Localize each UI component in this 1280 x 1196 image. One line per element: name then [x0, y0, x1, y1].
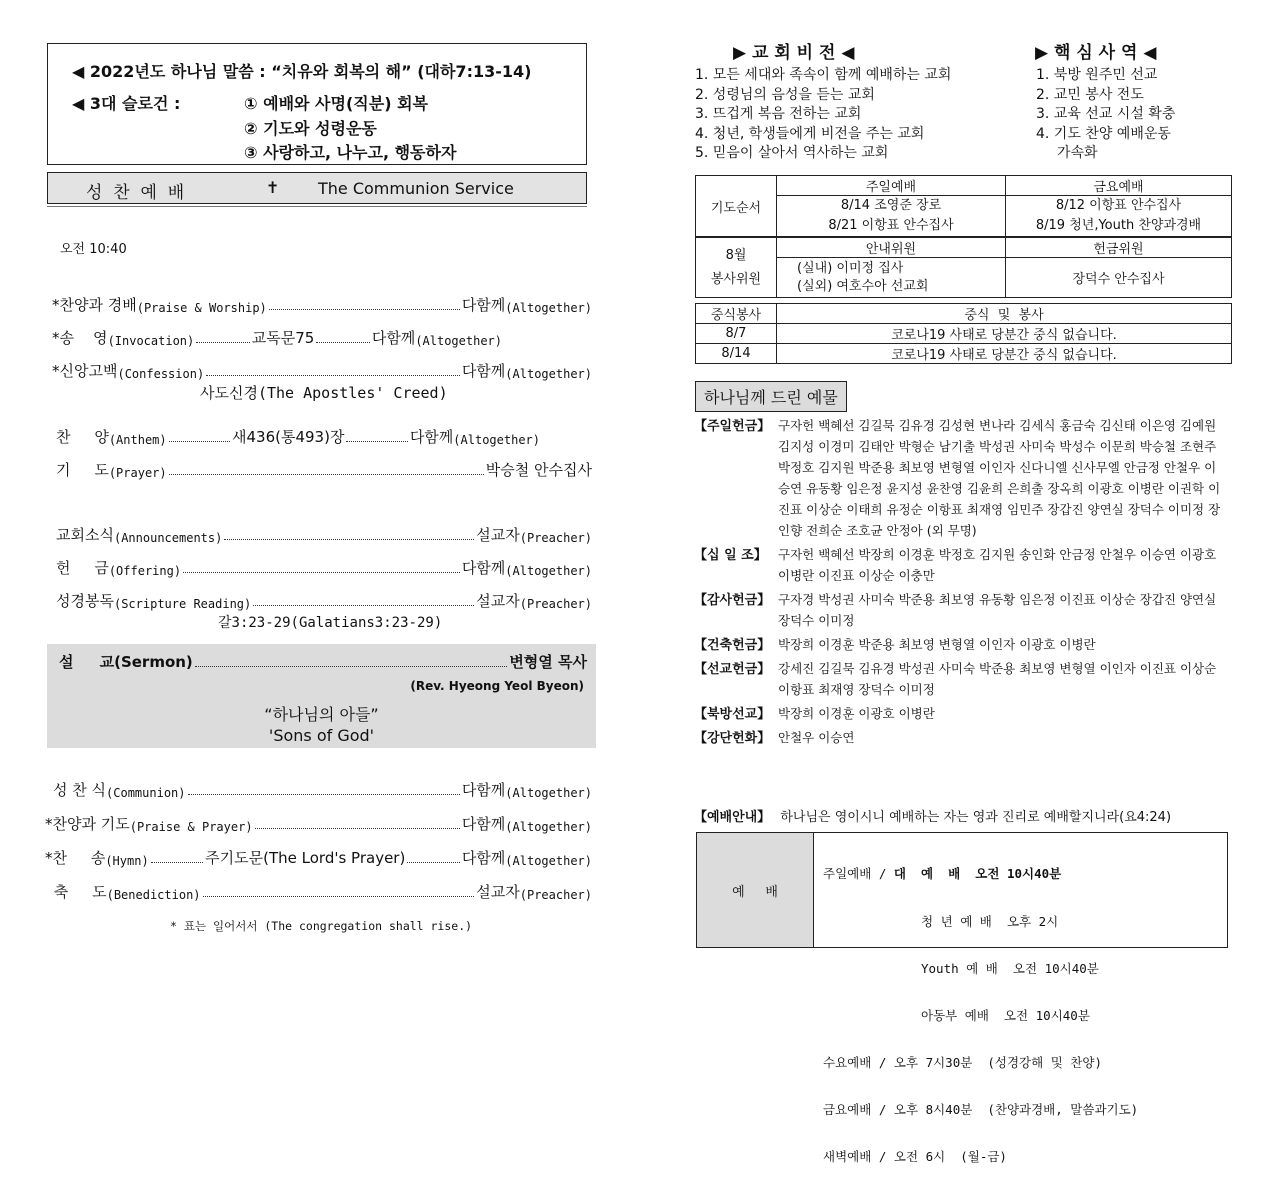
worship-line-pre: 주일예배 / — [823, 866, 894, 882]
offering-group — [694, 415, 1234, 541]
order-item — [56, 447, 592, 480]
order-item — [56, 512, 592, 545]
order-list-2 — [56, 414, 592, 480]
worship-line-name: Youth 예 배 — [921, 960, 998, 976]
order-right: 다함께 — [461, 815, 506, 833]
order-right-en: (Preacher) — [519, 597, 592, 611]
offering-names: 안철우 이승연 — [778, 730, 855, 745]
order-mid: 교독문75 — [251, 329, 315, 347]
prayer-friday-1: 8/12 이항표 안수집사 — [1055, 198, 1182, 213]
lunch-head-label: 중식봉사 — [696, 304, 777, 324]
core-item: 4. 기도 찬양 예배운동 — [1036, 125, 1171, 142]
offering-names: 박장희 이경훈 박준용 최보영 변형열 이인자 이광호 이병란 — [778, 637, 1096, 652]
worship-line-name: 아동부 예배 — [921, 1007, 989, 1023]
order-label: 성경봉독 — [56, 592, 114, 610]
order-right: 설교자 — [476, 526, 520, 544]
worship-line-time: 오후 2시 — [1006, 913, 1059, 929]
scripture: 갈3:23-29(Galatians3:23-29) — [218, 615, 443, 631]
order-right: 박승철 안수집사 — [485, 461, 592, 479]
sermon-title-en: 'Sons of God' — [268, 726, 375, 745]
order-label: *찬양과 경배 — [52, 296, 137, 314]
order-label-en: (Announcements) — [113, 531, 223, 545]
order-right: 설교자 — [476, 592, 520, 610]
order-item — [45, 868, 592, 902]
lunch-date: 8/14 — [696, 344, 777, 364]
order-list-1 — [52, 282, 592, 381]
order-right: 다함께 — [461, 362, 506, 380]
order-label: *찬양과 기도 — [45, 815, 130, 833]
core-item: 가속화 — [1057, 145, 1098, 161]
offering-label: 【선교헌금】 — [694, 662, 771, 677]
offering-names: 구자헌 백혜선 박장희 이경훈 박정호 김지원 송인화 안금정 안철우 이승연 이광호 이병란 이진표 이상순 이충만 — [778, 547, 1217, 583]
worship-guide-line — [694, 806, 1171, 825]
offering-names: 박장희 이경훈 이광호 이병란 — [778, 706, 935, 721]
worship-schedule-box — [696, 832, 1228, 1165]
order-right-en: (Altogether) — [415, 334, 503, 348]
offering-names: 강세진 김길묵 김유경 박성권 사미숙 박준용 최보영 변형열 이인자 이진표 이상순 이항표 최재영 장덕수 이미정 — [778, 661, 1217, 697]
slogan-2: ② 기도와 성령운동 — [244, 119, 377, 138]
worship-guide-verse: 하나님은 영이시니 예배하는 자는 영과 진리로 예배할지니라(요4:24) — [780, 810, 1172, 825]
vision-item: 4. 청년, 학생들에게 비전을 주는 교회 — [695, 125, 925, 142]
worship-line — [823, 1102, 1138, 1118]
worship-line-pre: 수요예배 / — [823, 1054, 894, 1070]
order-label-en: (Confession) — [117, 367, 205, 381]
worship-line — [823, 1055, 1138, 1071]
order-label-en: (Praise & Prayer) — [129, 820, 253, 834]
worship-line-time: (찬양과경배, 말씀과기도) — [987, 1101, 1139, 1117]
order-label-en: (Scripture Reading) — [113, 597, 252, 611]
order-label-en: (Prayer) — [108, 466, 167, 480]
order-label: 성 찬 식 — [53, 781, 107, 799]
lunch-head-text: 중식 및 봉사 — [777, 304, 1232, 324]
core-item: 2. 교민 봉사 전도 — [1036, 86, 1144, 103]
vision-title: ▶ 교 회 비 전 ◀ — [733, 43, 855, 63]
order-label-en: (Benediction) — [106, 888, 201, 902]
worship-line-name: 오전 6시 — [893, 1149, 946, 1165]
order-label: 교회소식 — [56, 526, 114, 544]
worship-line-time: 오전 10시40분 — [1012, 960, 1099, 976]
worship-side — [697, 833, 814, 947]
offerings-list — [694, 415, 1234, 751]
worship-line-name: 대 예 배 — [893, 866, 961, 882]
prayer-sunday-2: 8/21 이항표 안수집사 — [828, 218, 954, 233]
order-right-en: (Altogether) — [453, 433, 540, 447]
order-right: 다함께 — [371, 329, 416, 347]
prayer-label: 기도순서 — [696, 176, 777, 237]
order-right: 설교자 — [476, 883, 520, 901]
offering-label: 【건축헌금】 — [694, 638, 771, 653]
core-list — [1036, 66, 1175, 164]
cross-icon: ✝ — [266, 178, 280, 197]
slogan-1: ① 예배와 사명(직분) 회복 — [244, 94, 428, 113]
order-label-en: (Hymn) — [105, 854, 149, 868]
core-item: 3. 교육 선교 시설 확충 — [1036, 106, 1176, 122]
offering-names: 구자헌 백혜선 김길묵 김유경 김성현 변나라 김세식 홍금숙 김신태 이은영 김예원 김지성 이경미 김태안 박형순 남기출 박성권 사미숙 박성수 이문희 박승철 조현주 박정호 김지원 박준용 최보영 변형열 이인자 신다니엘 신사무엘 안금정 안철우 이승연 유동황 임은정 윤지성 윤찬영 김윤희 은희출 장옥희 이광호 이병란 이권학 이진표 이상순 이태희 유정순 이항표 최재영 임민주 장갑진 양연실 장덕수 이미정 장인향 전희순 조호균 안정아 (외 무명) — [778, 418, 1221, 538]
order-right-en: (Altogether) — [505, 854, 592, 868]
vision-item: 5. 믿음이 살아서 역사하는 교회 — [695, 145, 889, 161]
offering-header: 헌금위원 — [1006, 238, 1232, 258]
offering-group — [694, 703, 1234, 724]
motto-line: ◀ 2022년도 하나님 말씀 : “치유와 회복의 해” (대하7:13-14) — [72, 62, 532, 81]
worship-line — [823, 1149, 1138, 1165]
sermon-row — [59, 650, 587, 672]
vision-item: 2. 성령님의 음성을 듣는 교회 — [695, 86, 875, 103]
order-item — [45, 766, 592, 800]
order-item — [56, 578, 592, 611]
order-label-en: (Invocation) — [107, 334, 195, 348]
order-item — [56, 545, 592, 578]
offering-group — [694, 634, 1234, 655]
slogan-3: ③ 사랑하고, 나누고, 행동하자 — [244, 143, 457, 162]
order-right-en: (Altogether) — [505, 301, 592, 315]
committee-month: 8월 — [725, 247, 747, 263]
order-item — [52, 315, 502, 348]
order-right-en: (Altogether) — [505, 564, 592, 578]
order-label: 헌 금 — [56, 559, 109, 577]
header-rule — [47, 206, 587, 207]
prayer-sunday-cell — [777, 196, 1006, 237]
sermon-title-ko: “하나님의 아들” — [264, 705, 379, 724]
usher-outdoor: (실외) 여호수아 선교회 — [797, 278, 929, 294]
service-time: 오전 10:40 — [60, 242, 127, 257]
order-mid: 주기도문(The Lord's Prayer) — [205, 849, 406, 867]
service-title-en: The Communion Service — [318, 179, 514, 198]
order-right: 다함께 — [461, 559, 506, 577]
vision-item: 3. 뜨겁게 복음 전하는 교회 — [695, 106, 862, 122]
order-right: 다함께 — [461, 781, 506, 799]
order-label: 찬 양 — [56, 428, 109, 446]
order-item — [56, 414, 540, 447]
slogan-label: ◀ 3대 슬로건 : — [72, 94, 181, 113]
order-label: 기 도 — [56, 461, 109, 479]
order-item — [52, 348, 592, 381]
worship-line-pre: 새벽예배 / — [823, 1149, 894, 1165]
sermon-preacher: 변형열 목사 — [509, 653, 587, 671]
prayer-sunday-1: 8/14 조영준 장로 — [840, 198, 942, 213]
prayer-table — [695, 175, 1232, 237]
worship-side-label: 예 배 — [732, 884, 778, 900]
order-right-en: (Preacher) — [519, 888, 592, 902]
offering-label: 【십 일 조】 — [694, 548, 767, 563]
lunch-text: 코로나19 사태로 당분간 중식 없습니다. — [777, 324, 1232, 344]
order-label: *찬 송 — [45, 849, 106, 867]
motto-box — [47, 43, 587, 165]
core-title: ▶ 핵 심 사 역 ◀ — [1035, 43, 1157, 63]
order-list-4 — [45, 766, 592, 902]
order-right-en: (Altogether) — [505, 367, 592, 381]
worship-line-time: 오전 10시40분 — [1003, 1007, 1090, 1023]
sermon-box — [47, 644, 596, 748]
usher-indoor: (실내) 이미정 집사 — [797, 260, 904, 276]
order-right-en: (Altogether) — [505, 786, 592, 800]
order-right-en: (Altogether) — [505, 820, 592, 834]
service-committee-table — [695, 237, 1232, 298]
worship-line-name: 오후 8시40분 — [893, 1101, 973, 1117]
worship-line-time: (성경강해 및 찬양) — [987, 1054, 1102, 1070]
committee-label — [696, 238, 777, 298]
offering-group — [694, 658, 1234, 700]
committee-title: 봉사위원 — [710, 271, 762, 287]
worship-lines — [823, 835, 1138, 1196]
order-mid: 새436(통493)장 — [232, 428, 345, 446]
order-label: *신앙고백 — [52, 362, 118, 380]
order-item — [45, 834, 592, 868]
lunch-text: 코로나19 사태로 당분간 중식 없습니다. — [777, 344, 1232, 364]
offering-group — [694, 727, 1234, 748]
worship-guide-label: 【예배안내】 — [694, 810, 771, 825]
usher-cell — [777, 258, 1006, 298]
order-item — [45, 800, 592, 834]
order-right: 다함께 — [409, 428, 454, 446]
prayer-col-sunday: 주일예배 — [777, 176, 1006, 196]
offering-group — [694, 544, 1234, 586]
order-label-en: (Anthem) — [108, 433, 167, 447]
worship-line-time: (월-금) — [960, 1149, 1007, 1165]
order-right: 다함께 — [461, 296, 506, 314]
offerings-title: 하나님께 드린 예물 — [695, 381, 847, 412]
worship-line — [823, 1008, 1138, 1024]
offering-names: 구자경 박성권 사미숙 박준용 최보영 유동황 임은정 이진표 이상순 장갑진 양연실 장덕수 이미정 — [778, 592, 1217, 628]
usher-header: 안내위원 — [777, 238, 1006, 258]
order-label-en: (Praise & Worship) — [136, 301, 267, 315]
worship-line-time: 오전 10시40분 — [975, 866, 1062, 882]
order-label: 축 도 — [49, 883, 107, 901]
worship-line — [823, 866, 1138, 882]
creed: 사도신경(The Apostles' Creed) — [200, 384, 448, 402]
order-label-en: (Offering) — [108, 564, 182, 578]
offering-label: 【북방선교】 — [694, 707, 771, 722]
lunch-date: 8/7 — [696, 324, 777, 344]
offering-group — [694, 589, 1234, 631]
offering-label: 【감사헌금】 — [694, 593, 771, 608]
order-list-3 — [56, 512, 592, 611]
offering-label: 【주일헌금】 — [694, 419, 771, 434]
prayer-friday-cell — [1006, 196, 1232, 237]
vision-list — [695, 66, 951, 164]
order-right-en: (Preacher) — [519, 531, 592, 545]
footnote: * 표는 일어서서 (The congregation shall rise.) — [170, 919, 473, 933]
prayer-col-friday: 금요예배 — [1006, 176, 1232, 196]
order-right: 다함께 — [461, 849, 506, 867]
order-item — [52, 282, 592, 315]
service-header — [47, 172, 587, 204]
lunch-table — [695, 303, 1232, 364]
sermon-label: 설 교(Sermon) — [59, 653, 193, 671]
worship-line — [823, 914, 1138, 930]
prayer-friday-2: 8/19 청년,Youth 찬양과경배 — [1035, 218, 1202, 233]
offering-committee: 장덕수 안수집사 — [1006, 258, 1232, 298]
service-title-ko: 성 찬 예 배 — [86, 183, 185, 203]
order-label-en: (Communion) — [106, 786, 186, 800]
core-item: 1. 북방 원주민 선교 — [1036, 67, 1158, 83]
worship-line-pre: 금요예배 / — [823, 1101, 894, 1117]
sermon-preacher-en: (Rev. Hyeong Yeol Byeon) — [410, 679, 584, 693]
worship-line-name: 청 년 예 배 — [921, 913, 992, 929]
worship-line — [823, 961, 1138, 977]
offering-label: 【강단헌화】 — [694, 731, 771, 746]
vision-item: 1. 모든 세대와 족속이 함께 예배하는 교회 — [695, 67, 952, 83]
order-label: *송 영 — [52, 329, 108, 347]
worship-line-name: 오후 7시30분 — [893, 1054, 973, 1070]
